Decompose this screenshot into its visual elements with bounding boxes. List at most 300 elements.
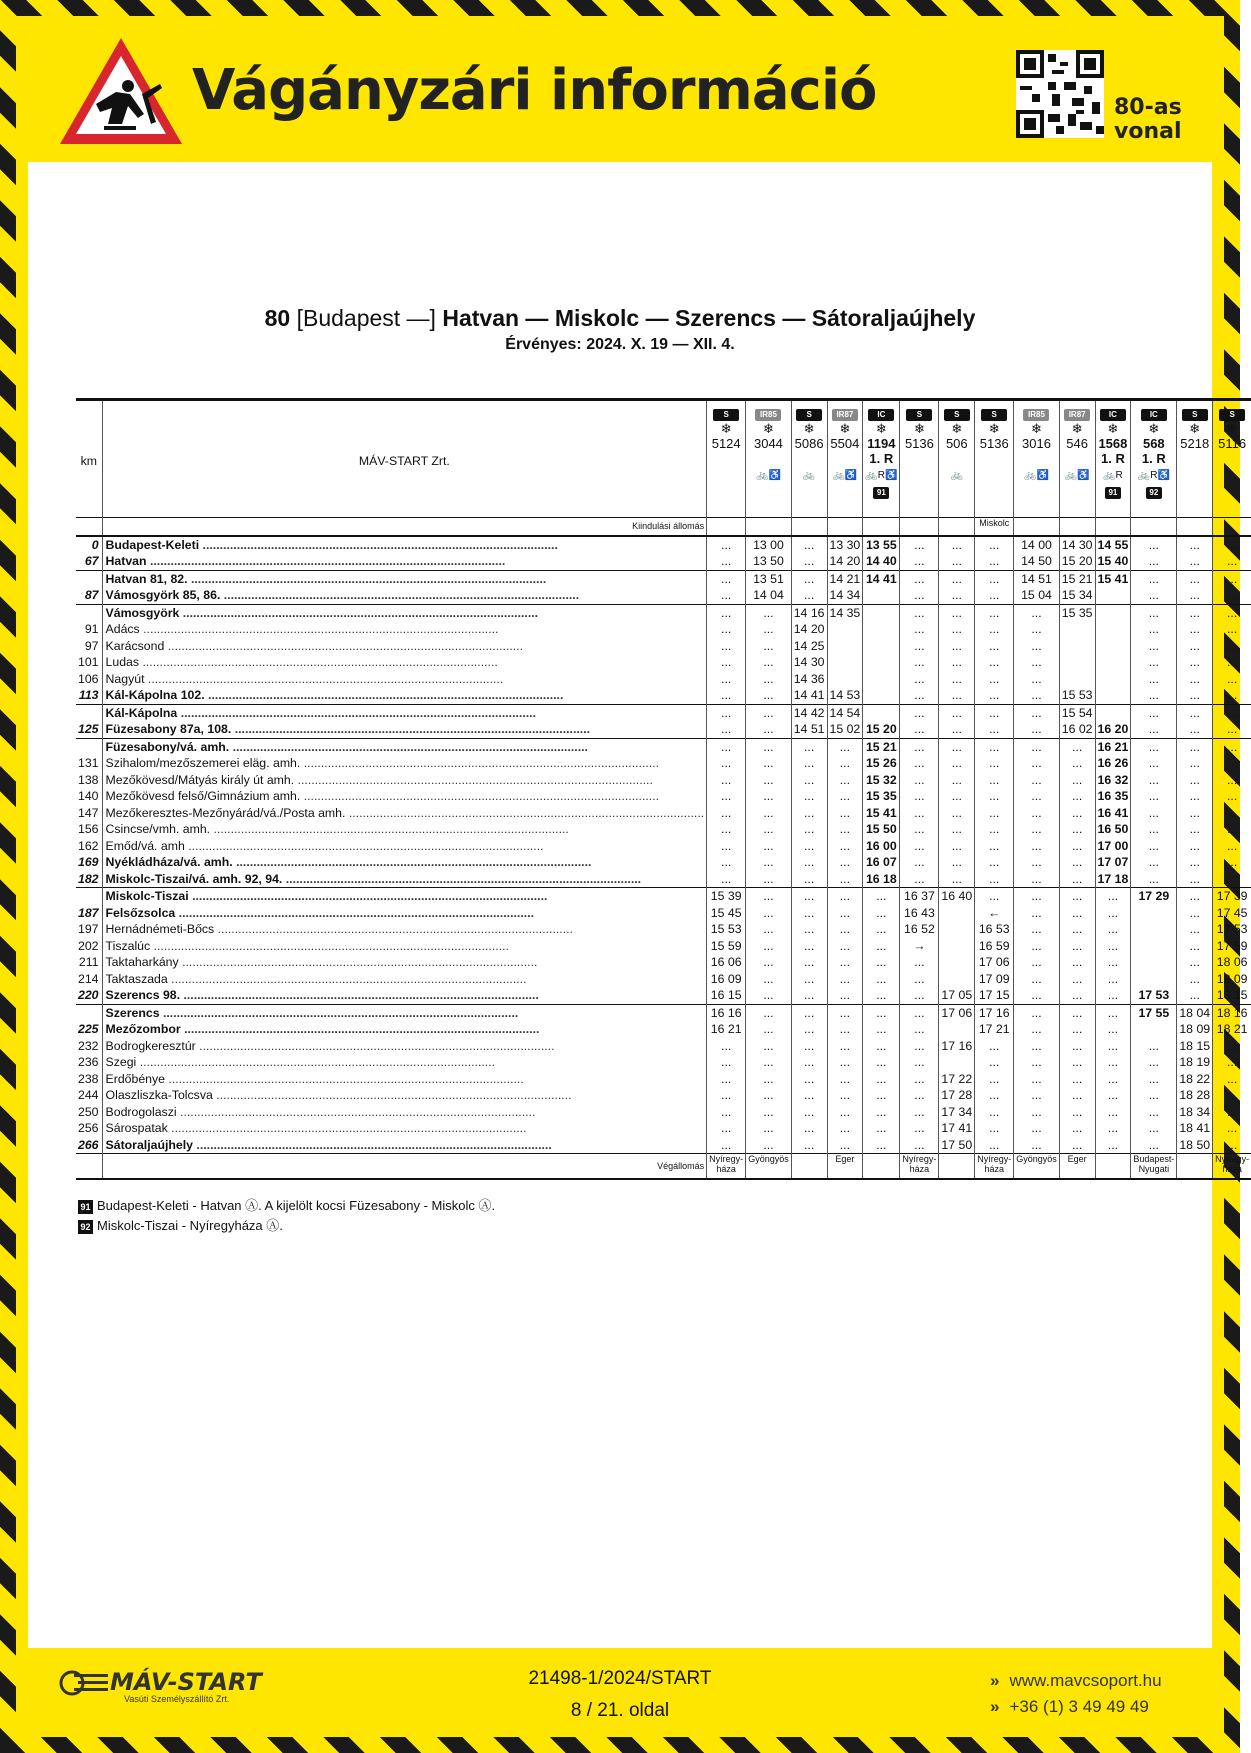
departure-time: ... (707, 604, 746, 621)
station-name: Hatvan 81, 82. ..... (102, 570, 707, 587)
departure-time: ... (1213, 854, 1251, 871)
km-value: 91 (84, 622, 99, 636)
departure-time: ... (1059, 1004, 1095, 1021)
departure-time: ... (746, 1137, 792, 1154)
departure-time: ... (1095, 1137, 1131, 1154)
km-value: 113 (78, 688, 99, 702)
departure-time (1131, 1021, 1177, 1038)
page-number: 8 / 21. oldal (570, 1700, 670, 1721)
departure-time: 14 00 (1014, 536, 1060, 554)
departure-time: ... (707, 805, 746, 822)
train-category-badge: IR85 (1023, 409, 1049, 421)
departure-time: 17 16 (939, 1038, 975, 1055)
air-conditioned-icon: ❄ (875, 421, 887, 436)
station-name: Szihalom/mezőszemerei eläg. amh. ..... (102, 755, 707, 772)
departure-time: ... (1131, 1038, 1177, 1055)
footnote (78, 1216, 495, 1236)
train-header (707, 400, 746, 518)
station-name: Mezőkövesd felső/Gimnázium amh. ..... (102, 788, 707, 805)
departure-time: ... (746, 1054, 792, 1071)
departure-time: ... (1213, 772, 1251, 789)
departure-time: 17 21 (975, 1021, 1014, 1038)
departure-time: ... (1131, 854, 1177, 871)
departure-time: ... (791, 871, 827, 888)
station-name: Miskolc-Tiszai ..... (102, 888, 707, 905)
departure-time: ... (707, 1038, 746, 1055)
departure-time: ... (1014, 954, 1060, 971)
train-number: 1194 (867, 436, 896, 451)
departure-time: ... (827, 871, 863, 888)
departure-time: ... (827, 821, 863, 838)
departure-time: 16 21 (707, 1021, 746, 1038)
departure-time: 16 21 (1095, 738, 1131, 755)
departure-time: ... (975, 621, 1014, 638)
departure-time: 17 39 (1213, 888, 1251, 905)
departure-time: ... (1131, 604, 1177, 621)
departure-time: ... (1014, 1071, 1060, 1088)
destination-station: Eger (1059, 1154, 1095, 1180)
departure-time: 17 06 (939, 1004, 975, 1021)
departure-time (863, 604, 900, 621)
km-value: 140 (78, 789, 99, 803)
departure-time: ... (900, 1120, 939, 1137)
train-category-badge: IR85 (755, 409, 781, 421)
departure-time: 14 25 (791, 638, 827, 655)
departure-time: ... (746, 687, 792, 704)
departure-time: 16 52 (900, 921, 939, 938)
footnote-marker: 92 (1146, 487, 1162, 499)
departure-time: ... (791, 1137, 827, 1154)
station-name: Sátoraljaújhely ..... (102, 1137, 707, 1154)
departure-time: 16 26 (1095, 755, 1131, 772)
station-name: Szegi ..... (102, 1054, 707, 1071)
destination-station (1177, 1154, 1213, 1180)
departure-time: ... (1213, 638, 1251, 655)
departure-time: 16 00 (863, 838, 900, 855)
departure-time: ... (1177, 888, 1213, 905)
station-name: Sárospatak ..... (102, 1120, 707, 1137)
km-value (76, 738, 102, 755)
departure-time: ... (900, 788, 939, 805)
departure-time: ... (1014, 805, 1060, 822)
departure-time: 14 40 (863, 553, 900, 570)
air-conditioned-icon: ❄ (1189, 421, 1201, 436)
origin-station (1177, 518, 1213, 536)
station-name: Miskolc-Tiszai/vá. amh. 92, 94. ..... (102, 871, 707, 888)
departure-time: ... (900, 755, 939, 772)
km-value: 0 (76, 536, 102, 554)
departure-time: ... (1177, 838, 1213, 855)
departure-time: ... (939, 536, 975, 554)
departure-time: ... (746, 821, 792, 838)
departure-time: ... (1095, 987, 1131, 1004)
departure-time: ... (1014, 888, 1060, 905)
departure-time: ... (746, 1104, 792, 1121)
station-name: Olaszliszka-Tolcsva ..... (102, 1087, 707, 1104)
departure-time: ... (900, 871, 939, 888)
contact-info (990, 1668, 1162, 1720)
departure-time: ... (1213, 1071, 1251, 1088)
train-number: 5086 (794, 436, 824, 451)
timetable-row (76, 1054, 1251, 1071)
departure-time: ... (975, 788, 1014, 805)
train-header (975, 400, 1014, 518)
departure-time: ... (827, 838, 863, 855)
station-name: Nagyút ..... (102, 671, 707, 688)
departure-time (1095, 654, 1131, 671)
departure-time: ... (1059, 871, 1095, 888)
air-conditioned-icon: ❄ (1107, 421, 1119, 436)
departure-time: ... (975, 838, 1014, 855)
departure-time: ... (975, 1054, 1014, 1071)
departure-time: ... (746, 838, 792, 855)
departure-time: 17 09 (975, 971, 1014, 988)
departure-time: ... (975, 570, 1014, 587)
origin-station (1131, 518, 1177, 536)
departure-time: ... (1213, 1120, 1251, 1137)
departure-time: ... (939, 687, 975, 704)
departure-time: ... (939, 671, 975, 688)
departure-time: ... (1014, 854, 1060, 871)
destination-station: Eger (827, 1154, 863, 1180)
departure-time: 17 29 (1131, 888, 1177, 905)
origin-station (939, 518, 975, 536)
departure-time: ... (900, 687, 939, 704)
timetable-row (76, 671, 1251, 688)
departure-time: ... (707, 1137, 746, 1154)
departure-time: ... (863, 938, 900, 955)
departure-time: ... (1131, 621, 1177, 638)
departure-time: ... (707, 738, 746, 755)
km-value: 156 (78, 822, 99, 836)
title-prefix: [Budapest —] (290, 305, 443, 331)
station-name: Emőd/vá. amh ..... (102, 838, 707, 855)
departure-time: ... (900, 621, 939, 638)
departure-time: ... (1014, 788, 1060, 805)
departure-time: ... (863, 1054, 900, 1071)
departure-time: 14 21 (827, 570, 863, 587)
departure-time: ... (791, 788, 827, 805)
departure-time: 14 20 (827, 553, 863, 570)
departure-time: ... (791, 570, 827, 587)
km-value: 225 (78, 1022, 99, 1036)
departure-time: ... (1213, 553, 1251, 570)
departure-time: ... (827, 788, 863, 805)
departure-time: ... (1095, 954, 1131, 971)
km-value: 250 (78, 1104, 99, 1119)
departure-time: ... (975, 772, 1014, 789)
departure-time: 17 45 (1213, 905, 1251, 922)
train-category-badge: IR87 (1064, 409, 1090, 421)
departure-time: ... (791, 905, 827, 922)
departure-time: 18 09 (1213, 971, 1251, 988)
departure-time: ... (791, 938, 827, 955)
departure-time: ... (939, 838, 975, 855)
departure-time: ... (1213, 654, 1251, 671)
timetable-row (76, 721, 1251, 738)
timetable-row (76, 755, 1251, 772)
destination-label: Végállomás (102, 1154, 707, 1180)
departure-time: ... (1131, 1071, 1177, 1088)
departure-time: ... (1213, 704, 1251, 721)
departure-time (827, 671, 863, 688)
departure-time (827, 621, 863, 638)
departure-time: ... (1213, 570, 1251, 587)
departure-time: 18 04 (1177, 1004, 1213, 1021)
departure-time: ... (1177, 938, 1213, 955)
departure-time: ... (975, 721, 1014, 738)
departure-time: ... (1131, 871, 1177, 888)
train-header (939, 400, 975, 518)
departure-time (827, 654, 863, 671)
departure-time: ... (1095, 921, 1131, 938)
footnote-marker: 91 (78, 1200, 93, 1214)
departure-time: ... (746, 772, 792, 789)
departure-time: ... (1131, 721, 1177, 738)
departure-time: ... (900, 954, 939, 971)
departure-time: ... (975, 1071, 1014, 1088)
departure-time: 18 15 (1177, 1038, 1213, 1055)
station-name: Taktaszada ..... (102, 971, 707, 988)
phone-text: +36 (1) 3 49 49 49 (1009, 1697, 1149, 1716)
train-number: 1568 (1098, 436, 1128, 451)
station-name: Hernádnémeti-Bőcs ..... (102, 921, 707, 938)
departure-time: ... (746, 805, 792, 822)
departure-time: ... (1177, 954, 1213, 971)
origin-station (707, 518, 746, 536)
departure-time: ... (827, 1120, 863, 1137)
departure-time: ... (1177, 921, 1213, 938)
departure-time: ... (1131, 687, 1177, 704)
departure-time: ... (1213, 687, 1251, 704)
departure-time: ... (900, 1021, 939, 1038)
km-value (76, 570, 102, 587)
timetable-row (76, 921, 1251, 938)
departure-time (1059, 621, 1095, 638)
departure-time: ... (939, 654, 975, 671)
departure-time: ... (900, 1104, 939, 1121)
train-header (827, 400, 863, 518)
departure-time: 17 15 (975, 987, 1014, 1004)
website-text: www.mavcsoport.hu (1009, 1671, 1162, 1690)
departure-time: ... (1014, 1054, 1060, 1071)
footnote-text: Miskolc-Tiszai - Nyíregyháza Ⓐ. (97, 1218, 283, 1233)
timetable-row (76, 1021, 1251, 1038)
station-name: Taktaharkány ..... (102, 954, 707, 971)
departure-time: ... (939, 772, 975, 789)
station-name: Erdőbénye ..... (102, 1071, 707, 1088)
train-header (863, 400, 900, 518)
departure-time: ... (1131, 821, 1177, 838)
departure-time: 15 20 (1059, 553, 1095, 570)
departure-time: ... (707, 838, 746, 855)
departure-time: ... (827, 755, 863, 772)
km-value: 220 (78, 988, 99, 1002)
km-value: 182 (78, 871, 99, 886)
departure-time: ... (1014, 654, 1060, 671)
departure-time: 15 02 (827, 721, 863, 738)
origin-station (746, 518, 792, 536)
departure-time: ... (707, 553, 746, 570)
departure-time: ... (1177, 621, 1213, 638)
footnote-text: Budapest-Keleti - Hatvan Ⓐ. A kijelölt kocsi Füzesabony - Miskolc Ⓐ. (97, 1198, 496, 1213)
departure-time: ... (863, 905, 900, 922)
departure-time: ... (791, 821, 827, 838)
departure-time: 15 41 (863, 805, 900, 822)
timetable-row (76, 821, 1251, 838)
train-header-row (76, 400, 1251, 518)
station-name: Ludas ..... (102, 654, 707, 671)
departure-time: ... (939, 553, 975, 570)
departure-time: ... (827, 772, 863, 789)
departure-time: 14 30 (791, 654, 827, 671)
departure-time: ... (1213, 536, 1251, 554)
departure-time: ... (791, 772, 827, 789)
departure-time: ... (1014, 971, 1060, 988)
departure-time: 16 41 (1095, 805, 1131, 822)
departure-time: 14 16 (791, 604, 827, 621)
departure-time: ... (1014, 938, 1060, 955)
departure-time: ... (863, 1104, 900, 1121)
km-value (76, 704, 102, 721)
timetable-row (76, 638, 1251, 655)
departure-time: ... (707, 654, 746, 671)
departure-time: ... (939, 570, 975, 587)
train-class: 1. R (1141, 451, 1166, 466)
departure-time: ... (939, 854, 975, 871)
departure-time: ... (827, 954, 863, 971)
timetable-row (76, 871, 1251, 888)
departure-time: ... (1213, 587, 1251, 604)
departure-time: ... (975, 738, 1014, 755)
train-header (1213, 400, 1251, 518)
departure-time: ... (791, 553, 827, 570)
station-name: Mezőkeresztes-Mezőnyárád/vá./Posta amh. ..... (102, 805, 707, 822)
km-value: 147 (78, 805, 99, 820)
km-cell (76, 1154, 102, 1180)
departure-time: ... (1131, 805, 1177, 822)
departure-time: ... (900, 1004, 939, 1021)
departure-time: ... (707, 1104, 746, 1121)
departure-time: ... (975, 755, 1014, 772)
km-value: 162 (78, 838, 99, 853)
departure-time: 15 41 (1095, 570, 1131, 587)
departure-time: ... (707, 621, 746, 638)
departure-time: 15 39 (707, 888, 746, 905)
timetable-row (76, 987, 1251, 1004)
departure-time: ... (900, 553, 939, 570)
departure-time: ... (1095, 1087, 1131, 1104)
departure-time: ... (900, 1038, 939, 1055)
departure-time: ... (1095, 1054, 1131, 1071)
departure-time: ... (975, 888, 1014, 905)
train-header (746, 400, 792, 518)
departure-time: ... (746, 1120, 792, 1137)
departure-time: ... (1177, 654, 1213, 671)
departure-time: ... (1014, 772, 1060, 789)
km-value (76, 1004, 102, 1021)
departure-time: ... (707, 788, 746, 805)
departure-time: ... (1014, 1120, 1060, 1137)
station-name: Budapest-Keleti ..... (102, 536, 707, 554)
departure-time: ... (707, 671, 746, 688)
departure-time: 13 50 (746, 553, 792, 570)
departure-time: 13 30 (827, 536, 863, 554)
departure-time: ... (863, 1004, 900, 1021)
validity-period: Érvényes: 2024. X. 19 — XII. 4. (505, 336, 735, 353)
departure-time: ... (1014, 1087, 1060, 1104)
departure-time: ... (975, 1137, 1014, 1154)
departure-time: ... (827, 1137, 863, 1154)
departure-time: ... (939, 721, 975, 738)
km-value: 67 (84, 554, 99, 568)
departure-time: ... (863, 987, 900, 1004)
departure-time: ... (707, 721, 746, 738)
departure-time: ... (900, 704, 939, 721)
website-link[interactable] (990, 1668, 1162, 1694)
departure-time: ... (1059, 1087, 1095, 1104)
departure-time: 15 34 (1059, 587, 1095, 604)
origin-station (900, 518, 939, 536)
title-route: Hatvan — Miskolc — Szerencs — Sátoraljaújhely (442, 305, 976, 331)
facilities-icons: 🚲 (950, 470, 964, 481)
train-category-badge: S (906, 409, 932, 421)
departure-time: ... (746, 638, 792, 655)
km-value: 169 (78, 855, 99, 869)
footnote (78, 1196, 495, 1216)
departure-time: ... (900, 671, 939, 688)
departure-time: ... (900, 987, 939, 1004)
departure-time: ... (1177, 570, 1213, 587)
departure-time (1095, 604, 1131, 621)
departure-time: 15 21 (1059, 570, 1095, 587)
departure-time: ... (1131, 536, 1177, 554)
departure-time (939, 1054, 975, 1071)
destination-station: Nyíregy-háza (975, 1154, 1014, 1180)
departure-time: ... (707, 587, 746, 604)
departure-time: ... (900, 604, 939, 621)
departure-time: ... (746, 1004, 792, 1021)
timetable-row (76, 854, 1251, 871)
departure-time (863, 704, 900, 721)
departure-time: ... (1014, 838, 1060, 855)
departure-time: ... (1177, 604, 1213, 621)
timetable-row (76, 738, 1251, 755)
station-name: Karácsond ..... (102, 638, 707, 655)
departure-time: ... (746, 1087, 792, 1104)
departure-time (1095, 671, 1131, 688)
departure-time: ... (1131, 654, 1177, 671)
departure-time: ... (1131, 1104, 1177, 1121)
departure-time: ... (827, 921, 863, 938)
departure-time: ... (863, 1021, 900, 1038)
departure-time: ... (791, 536, 827, 554)
train-header (1014, 400, 1060, 518)
facilities-icons: 🚲♿ (1024, 470, 1049, 481)
station-name: Adács ..... (102, 621, 707, 638)
km-value: 244 (78, 1088, 99, 1102)
timetable-row (76, 1038, 1251, 1055)
train-category-badge: S (713, 409, 739, 421)
departure-time: 16 09 (707, 971, 746, 988)
train-category-badge: S (1182, 409, 1208, 421)
air-conditioned-icon: ❄ (988, 421, 1000, 436)
km-value (76, 604, 102, 621)
air-conditioned-icon: ❄ (1071, 421, 1083, 436)
departure-time: ... (791, 971, 827, 988)
departure-time: ... (1177, 553, 1213, 570)
departure-time: 16 35 (1095, 788, 1131, 805)
